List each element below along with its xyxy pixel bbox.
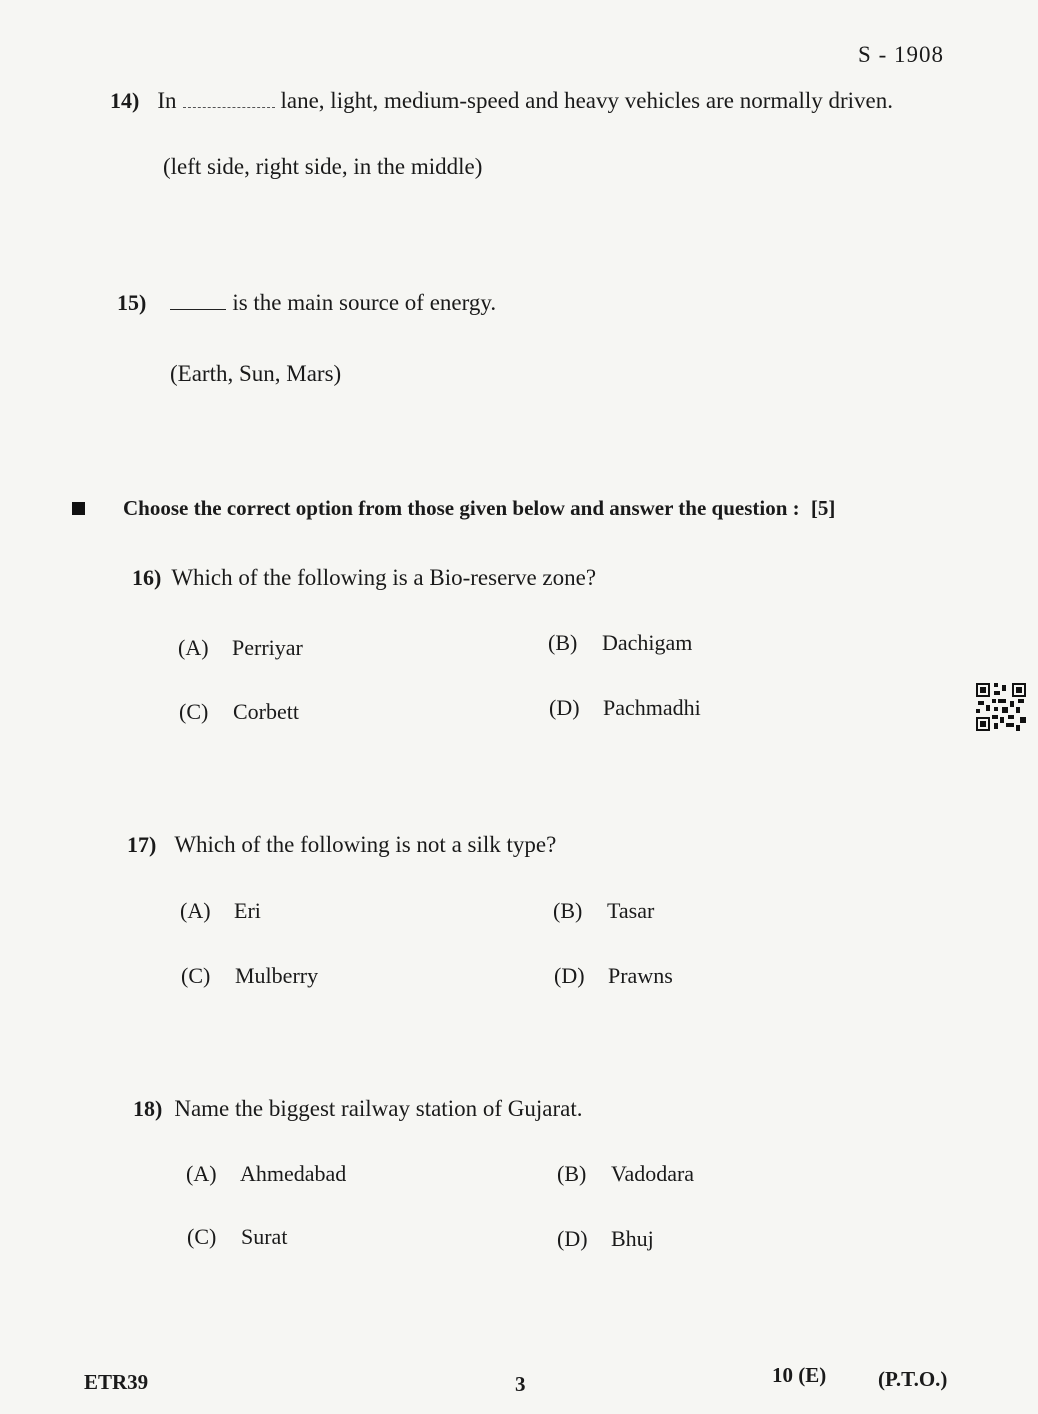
option-letter: (A)	[180, 898, 211, 923]
option-label: Mulberry	[235, 963, 319, 988]
option-c	[179, 699, 299, 725]
option-letter: (C)	[187, 1224, 217, 1249]
option-d	[557, 1226, 654, 1252]
please-turn-over: (P.T.O.)	[878, 1367, 948, 1391]
option-letter: (C)	[179, 699, 209, 724]
option-c	[187, 1224, 287, 1250]
option-label: Corbett	[233, 699, 299, 724]
square-bullet-icon	[72, 502, 85, 515]
question-text: Which of the following is not a silk type?	[174, 832, 557, 857]
section-marks: [5]	[810, 496, 836, 520]
question-text-post: lane, light, medium-speed and heavy vehicles are normally driven.	[280, 88, 893, 113]
option-b	[548, 630, 692, 656]
page-number: 3	[515, 1372, 526, 1396]
question-number: 14)	[110, 88, 140, 113]
option-b	[557, 1161, 694, 1187]
option-b	[553, 898, 654, 924]
paper-code: S - 1908	[858, 42, 944, 67]
option-label: Pachmadhi	[603, 695, 701, 720]
question-number: 18)	[133, 1096, 163, 1121]
footer-marks: 10 (E)	[772, 1363, 827, 1387]
question-number: 15)	[117, 290, 147, 315]
question-number: 17)	[127, 832, 157, 857]
option-c	[181, 963, 318, 989]
option-label: Ahmedabad	[240, 1161, 347, 1186]
question-14-choices: (left side, right side, in the middle)	[163, 154, 483, 179]
question-text-post: is the main source of energy.	[232, 290, 497, 315]
question-number: 16)	[132, 565, 162, 590]
question-15	[117, 290, 496, 316]
fill-blank	[170, 308, 226, 310]
option-letter: (B)	[553, 898, 583, 923]
option-label: Eri	[234, 898, 261, 923]
footer-paper-id: ETR39	[84, 1370, 149, 1394]
option-label: Prawns	[608, 963, 673, 988]
option-letter: (C)	[181, 963, 211, 988]
question-text-pre: In	[157, 88, 177, 113]
option-d	[554, 963, 673, 989]
option-letter: (B)	[557, 1161, 587, 1186]
option-a	[186, 1161, 346, 1187]
question-17	[127, 832, 556, 858]
option-a	[180, 898, 261, 924]
fill-blank	[183, 106, 275, 108]
option-letter: (D)	[549, 695, 580, 720]
option-label: Perriyar	[232, 635, 303, 660]
option-letter: (D)	[554, 963, 585, 988]
question-text: Name the biggest railway station of Gujarat.	[174, 1096, 583, 1121]
section-instruction	[72, 496, 835, 521]
option-label: Bhuj	[611, 1226, 654, 1251]
qr-code-icon	[976, 683, 1026, 731]
option-label: Surat	[241, 1224, 288, 1249]
question-text: Which of the following is a Bio-reserve zone?	[171, 565, 597, 590]
question-18	[133, 1096, 582, 1122]
question-15-choices: (Earth, Sun, Mars)	[170, 361, 342, 386]
option-label: Tasar	[607, 898, 655, 923]
option-letter: (A)	[186, 1161, 217, 1186]
option-a	[178, 635, 303, 661]
option-letter: (B)	[548, 630, 578, 655]
option-letter: (D)	[557, 1226, 588, 1251]
option-d	[549, 695, 701, 721]
option-letter: (A)	[178, 635, 209, 660]
option-label: Dachigam	[602, 630, 693, 655]
question-14	[110, 88, 893, 114]
instruction-text: Choose the correct option from those given below and answer the question :	[123, 496, 800, 520]
question-16	[132, 565, 596, 591]
option-label: Vadodara	[611, 1161, 695, 1186]
